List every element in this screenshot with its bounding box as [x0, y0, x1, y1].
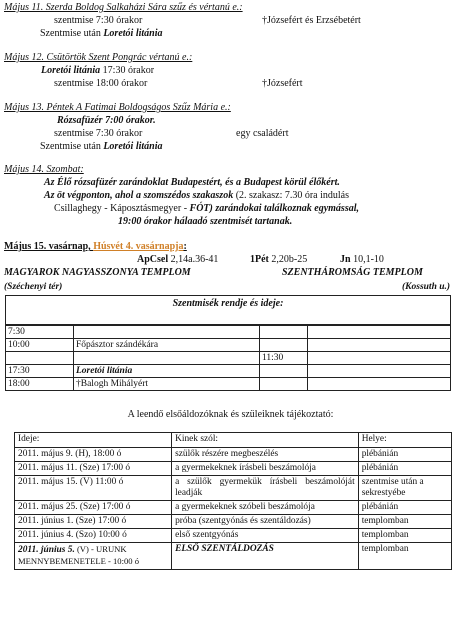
where-cell: templomban	[358, 529, 451, 543]
pilgrimage-line-2-rest: (2. szakasz: 7.30 óra indulás	[233, 190, 350, 201]
intention2-cell	[308, 326, 451, 339]
table-row	[15, 501, 452, 515]
litany-name: Loretói litánia	[103, 141, 163, 152]
litany-name: Loretói litánia	[41, 65, 101, 76]
time2-cell	[260, 365, 308, 378]
church-left-location: (Széchenyi tér)	[4, 282, 63, 292]
table-row	[15, 476, 452, 501]
day-heading-may-12: Május 12. Csütörtök Szent Pongrác vértanú e.:	[4, 52, 193, 63]
church-right-name: SZENTHÁROMSÁG TEMPLOM	[282, 267, 423, 278]
mass-time: szentmise 7:30 órakor	[54, 15, 143, 26]
who-cell: próba (szentgyónás és szentáldozás)	[172, 515, 359, 529]
sunday-heading	[4, 241, 187, 253]
where-cell: plébánián	[358, 501, 451, 515]
who-cell: a gyermekeknek szóbeli beszámolója	[172, 501, 359, 515]
mass-time: szentmise 18:00 órakor	[54, 78, 148, 89]
intention-cell: Főpásztor szándékára	[74, 339, 260, 352]
when-cell: 2011. május 15. (V) 11:00 ó	[15, 476, 172, 501]
where-cell: templomban	[358, 543, 451, 570]
when-date: 2011. június 5.	[18, 545, 75, 555]
schedule-title: Szentmisék rendje és ideje:	[172, 298, 284, 309]
who-cell: első szentgyónás	[172, 529, 359, 543]
reading-ref: ApCsel	[137, 254, 169, 265]
time2-cell	[260, 378, 308, 391]
litany-line	[40, 28, 163, 40]
intention-cell: †Balogh Mihályért	[74, 378, 260, 391]
sunday-feast: Húsvét 4. vasárnapja	[93, 241, 184, 252]
reading-num: 2,20b-25	[268, 254, 308, 265]
reading-3	[340, 254, 384, 266]
pilgrimage-line-4: 19:00 órakor hálaadó szentmisét tartanak.	[118, 216, 293, 227]
time-cell: 18:00	[6, 378, 74, 391]
church-right-location: (Kossuth u.)	[402, 282, 451, 292]
where-cell: szentmise után a sekrestyébe	[358, 476, 451, 501]
litany-prefix: Szentmise után	[40, 28, 104, 39]
mass-intention: †Józsefért és Erzsébetért	[262, 15, 361, 26]
day-heading-may-13: Május 13. Péntek A Fatimai Boldogságos Szűz Mária e.:	[4, 102, 231, 113]
sunday-date: Május 15. vasárnap,	[4, 241, 94, 252]
pilgrimage-line-1: Az Élő rózsafüzér zarándoklat Budapestért, és a Budapest körül élőkért.	[44, 177, 340, 188]
when-cell	[15, 543, 172, 570]
who-cell: a gyermekeknek írásbeli beszámolója	[172, 462, 359, 476]
church-left-name: MAGYAROK NAGYASSZONYA TEMPLOM	[4, 267, 191, 278]
mass-time: szentmise 7:30 órakor	[54, 128, 143, 139]
sunday-colon: :	[183, 241, 187, 252]
who-cell: ELSŐ SZENTÁLDOZÁS	[172, 543, 359, 570]
pilgrimage-line-3-a: Csillaghegy - Káposztásmegyer -	[54, 203, 190, 214]
litany-line	[41, 65, 154, 77]
pilgrimage-line-3-bold: FÓT) zarándokai találkoznak egymással,	[189, 203, 359, 214]
time2-cell	[260, 339, 308, 352]
when-cell: 2011. június 4. (Szo) 10:00 ó	[15, 529, 172, 543]
time2-cell: 11:30	[260, 352, 308, 365]
table-row	[6, 352, 451, 365]
table-row	[6, 339, 451, 352]
time-cell	[6, 352, 74, 365]
header-when: Ideje:	[15, 433, 172, 448]
day-heading-may-14: Május 14. Szombat:	[4, 164, 84, 175]
where-cell: templomban	[358, 515, 451, 529]
intention2-cell	[308, 339, 451, 352]
reading-ref: Jn	[340, 254, 351, 265]
table-row	[15, 448, 452, 462]
pilgrimage-line-2-bold: Az öt végponton, ahol a szomszédos szakaszok	[44, 190, 234, 201]
who-cell: a szülők gyermekük írásbeli beszámolóját leadják	[172, 476, 359, 501]
reading-num: 10,1-10	[350, 254, 384, 265]
reading-2	[250, 254, 307, 266]
intention2-cell	[308, 365, 451, 378]
info-title: A leendő elsőáldozóknak és szüleiknek tájékoztató:	[127, 409, 334, 420]
when-cell: 2011. május 11. (Sze) 17:00 ó	[15, 462, 172, 476]
mass-schedule-table	[5, 325, 451, 391]
where-cell: plébánián	[358, 448, 451, 462]
time-cell: 7:30	[6, 326, 74, 339]
when-cell: 2011. május 25. (Sze) 17:00 ó	[15, 501, 172, 515]
table-row	[6, 378, 451, 391]
who-cell: szülők részére megbeszélés	[172, 448, 359, 462]
when-feast: (V) - URUNK MENNYBEMENETELE - 10:00 ó	[18, 544, 140, 566]
reading-1	[137, 254, 218, 266]
time-cell: 17:30	[6, 365, 74, 378]
when-cell: 2011. május 9. (H), 18:00 ó	[15, 448, 172, 462]
header-who: Kinek szól:	[172, 433, 359, 448]
mass-intention: †Józsefért	[262, 78, 303, 89]
litany-line	[40, 141, 163, 153]
day-heading-may-11: Május 11. Szerda Boldog Salkaházi Sára szűz és vértanú e.:	[4, 2, 243, 13]
table-row	[6, 326, 451, 339]
rosary-line: Rózsafüzér 7:00 órakor.	[57, 115, 156, 126]
first-communion-table	[14, 432, 452, 570]
time-cell: 10:00	[6, 339, 74, 352]
table-row	[15, 515, 452, 529]
mass-intention: egy családért	[236, 128, 289, 139]
time2-cell	[260, 326, 308, 339]
pilgrimage-line-3	[54, 203, 359, 215]
table-header-row	[15, 433, 452, 448]
schedule-title-box	[5, 295, 451, 325]
when-cell: 2011. június 1. (Sze) 17:00 ó	[15, 515, 172, 529]
table-row	[15, 529, 452, 543]
intention-cell	[74, 352, 260, 365]
litany-prefix: Szentmise után	[40, 141, 104, 152]
litany-name: Loretói litánia	[103, 28, 163, 39]
table-row	[15, 543, 452, 570]
pilgrimage-line-2	[44, 190, 349, 202]
reading-num: 2,14a.36-41	[168, 254, 219, 265]
litany-time: 17:30 órakor	[100, 65, 155, 76]
reading-ref: 1Pét	[250, 254, 269, 265]
header-where: Helye:	[358, 433, 451, 448]
table-row	[6, 365, 451, 378]
table-row	[15, 462, 452, 476]
intention2-cell	[308, 352, 451, 365]
intention-cell: Loretói litánia	[74, 365, 260, 378]
intention2-cell	[308, 378, 451, 391]
intention-cell	[74, 326, 260, 339]
where-cell: plébánián	[358, 462, 451, 476]
